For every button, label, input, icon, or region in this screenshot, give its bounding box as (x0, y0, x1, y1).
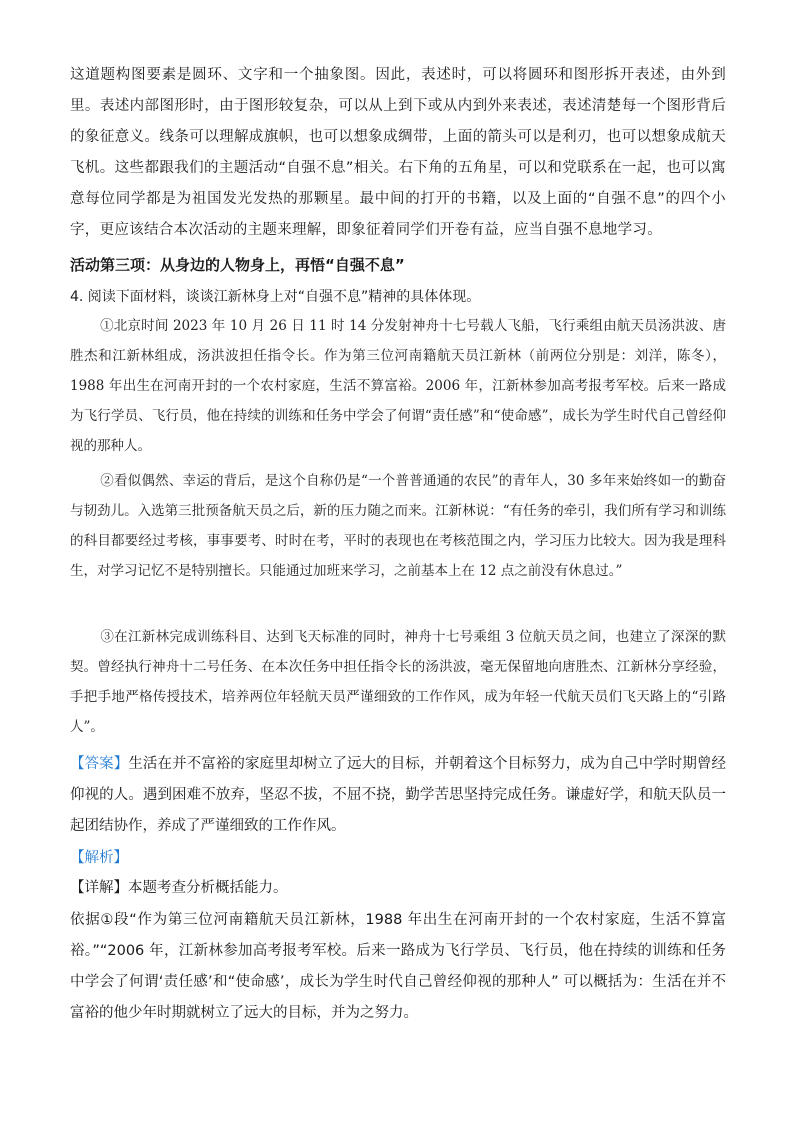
material-paragraph-2-text: ②看似偶然、幸运的背后，是这个自称仍是“一个普普通通的农民”的青年人，30 多年来始终如一的勤奋与韧劲儿。入选第三批预备航天员之后，新的压力随之而来。江新林说：“有任务的牵引，我们所有学习和训练的科目都要经过考核，事事要考、时时在考，平时的表现也在考核范围之内，学习压力比较大。因为我是理科生，对学习记忆不是特别擅长。只能通过加班来学习，之前基本上在 12 点之前没有休息过。” (70, 473, 726, 579)
material-paragraph-3 (70, 622, 726, 742)
basis-paragraph: 依据①段“作为第三位河南籍航天员江新林，1988 年出生在河南开封的一个农村家庭，生活不算富裕。”“2006 年，江新林参加高考报考军校。后来一路成为飞行学员、飞行员，他在持续的训练和任务中学会了何谓‘责任感’和“使命感’，成长为学生时代自己曾经仰视的那种人” 可以概括为：生活在并不富裕的他少年时期就树立了远大的目标，并为之努力。 (70, 912, 726, 1021)
analysis-tag: 【解析】 (70, 850, 128, 866)
question-4: 4. 阅读下面材料，谈谈江新林身上对“自强不息”精神的具体体现。 (70, 289, 481, 305)
section-title: 活动第三项：从身边的人物身上，再悟“自强不息” (70, 256, 405, 274)
answer-block (70, 749, 726, 842)
material-paragraph-1-text: ①北京时间 2023 年 10 月 26 日 11 时 14 分发射神舟十七号载人飞船，飞行乘组由航天员汤洪波、唐胜杰和江新林组成，汤洪波担任指令长。作为第三位河南籍航天员江新林（前两位分别是：刘洋，陈冬），1988 年出生在河南开封的一个农村家庭，生活不算富裕。2006 年，江新林参加高考报考军校。后来一路成为飞行学员、飞行员，他在持续的训练和任务中学会了何谓“责任感”和“使命感”，成长为学生时代自己曾经仰视的那种人。 (70, 318, 726, 454)
detail-line: 【详解】本题考查分析概括能力。 (70, 880, 288, 896)
material-paragraph-3-text: ③在江新林完成训练科目、达到飞天标准的同时，神舟十七号乘组 3 位航天员之间，也建立了深深的默契。曾经执行神舟十二号任务、在本次任务中担任指令长的汤洪波，毫无保留地向唐胜杰、江新林分享经验，手把手地严格传授技术，培养两位年轻航天员严谨细致的工作作风，成为年轻一代航天员们飞天路上的“引路人”。 (70, 629, 726, 735)
material-paragraph-2 (70, 466, 726, 586)
answer-text: 生活在并不富裕的家庭里却树立了远大的目标，并朝着这个目标努力，成为自己中学时期曾经仰视的人。遇到困难不放弃，坚忍不拔，不屈不挠，勤学苦思坚持完成任务。谦虚好学，和航天队员一起团结协作，养成了严谨细致的工作作风。 (70, 756, 727, 834)
intro-paragraph: 这道题构图要素是圆环、文字和一个抽象图。因此，表述时，可以将圆环和图形拆开表述，由外到里。表述内部图形时，由于图形较复杂，可以从上到下或从内到外来表述，表述清楚每一个图形背后的象征意义。线条可以理解成旗帜，也可以想象成绸带，上面的箭头可以是利刃，也可以想象成航天飞机。这些都跟我们的主题活动“自强不息”相关。右下角的五角星，可以和党联系在一起，也可以寓意每位同学都是为祖国发光发热的那颗星。最中间的打开的书籍，以及上面的“自强不息”的四个小字，更应该结合本次活动的主题来理解，即象征着同学们开卷有益，应当自强不息地学习。 (70, 67, 726, 238)
material-paragraph-1 (70, 311, 726, 461)
answer-tag: 【答案】 (70, 756, 129, 772)
